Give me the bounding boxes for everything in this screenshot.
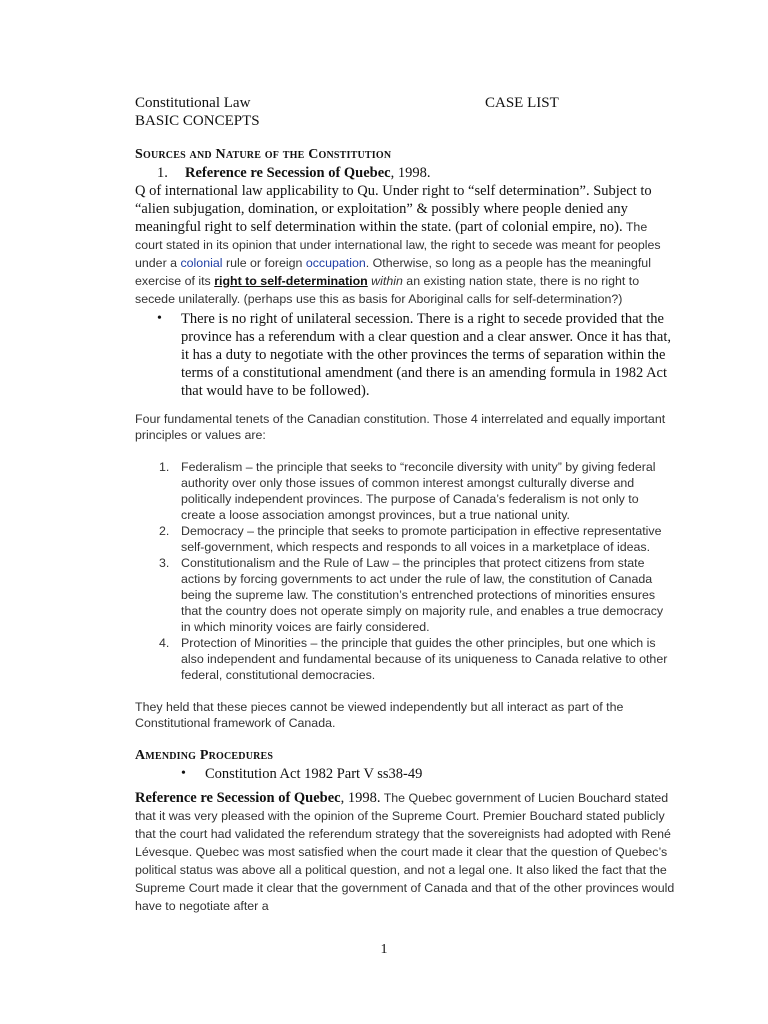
course-subtitle: BASIC CONCEPTS <box>135 113 260 129</box>
section-heading-amending: Amending Procedures <box>135 748 274 763</box>
colonial-link[interactable]: colonial <box>180 256 223 270</box>
case-name: Reference re Secession of Quebec <box>185 165 391 181</box>
case-year: , 1998. <box>340 790 381 806</box>
bullet-icon: • <box>157 311 162 326</box>
tenet-item: 4. Protection of Minorities – the principle that guides the other principles, but one which is also independent and fundamental because of its uniqueness to Canada relative to other federal, constitutional democracies. <box>159 636 668 682</box>
page-number: 1 <box>380 942 388 957</box>
summary-serif-text: Q of international law applicability to Qu. Under right to “self determination”. Subject to “alien subjugation, domination, or exploitation” & possibly where people denied any meaningful right to self determination within the state. (part of colonial empire, no). <box>135 183 652 235</box>
section-heading-sources: Sources and Nature of the Constitution <box>135 147 392 162</box>
tenet-item: 2. Democracy – the principle that seeks to promote participation in effective representative self-government, which respects and responds to all voices in a marketplace of ideas. <box>159 524 662 554</box>
summary-sans-text-3: . Otherwise, so long as a people has the meaningful exercise of its <box>135 256 651 288</box>
amending-bullet-text: Constitution Act 1982 Part V ss38-49 <box>205 766 423 782</box>
course-title: Constitutional Law <box>135 95 251 111</box>
case-summary <box>135 182 675 308</box>
tenet-item: 3. Constitutionalism and the Rule of Law – the principles that protect citizens from state actions by forcing governments to act under the rule of law, the constitution of Canada being the supreme law. The constitution’s entrenched protections of minorities ensures that the country does not operate simply on majority rule, and enables a true democracy in which minority voices are fairly considered. <box>159 556 664 634</box>
tenet-item: 1. Federalism – the principle that seeks to “reconcile diversity with unity” by giving federal authority over only those issues of common interest amongst culturally diverse and politically independent provinces. The purpose of Canada’s federalism is not only to create a loose association amongst provinces, but a true national unity. <box>159 460 656 522</box>
within-emphasis: within <box>371 274 403 288</box>
case-item <box>157 164 675 182</box>
case-name: Reference re Secession of Quebec <box>135 790 341 806</box>
case-list-label: CASE LIST <box>485 95 559 111</box>
right-self-determination: right to self-determination <box>214 274 368 288</box>
case-item-number: 1. <box>157 165 168 181</box>
bullet-text: There is no right of unilateral secession. There is a right to secede provided that the province has a referendum with a clear question and a clear answer. Once it has that, it has a duty to negotiate with the other provinces the terms of separation within the terms of a constitutional amendment (and there is an amending formula in 1982 Act that would have to be followed). <box>181 311 671 399</box>
document-header <box>135 94 675 130</box>
summary-sans-text-1: The court stated in its opinion that under international law, the right to secede was meant for peoples under a <box>135 220 661 270</box>
bullet-icon: • <box>181 766 186 781</box>
occupation-link[interactable]: occupation <box>305 256 366 270</box>
tenets-list <box>135 459 675 683</box>
amending-bullet <box>181 765 675 783</box>
summary-sans-text-2: rule or foreign <box>222 256 306 270</box>
summary-sans-text-4: an existing nation state, there is no right to secede unilaterally. (perhaps use this as basis for Aboriginal calls for self-determination?) <box>135 274 640 306</box>
tenets-conclusion: They held that these pieces cannot be viewed independently but all interact as part of the Constitutional framework of Canada. <box>135 700 624 730</box>
amending-case-paragraph <box>135 789 675 915</box>
secession-bullet <box>157 310 675 400</box>
document-page <box>135 94 675 915</box>
amending-case-text: The Quebec government of Lucien Bouchard stated that it was very pleased with the opinion of the Supreme Court. Premier Bouchard stated publicly that the court had validated the referendum strategy that the sovereignists had adopted with René Lévesque. Quebec was most satisfied when the court made it clear that the question of Quebec’s political status was above all a political question, and not a legal one. It also liked the fact that the Supreme Court made it clear that the government of Canada and that of the other provinces would have to negotiate after a <box>135 791 675 913</box>
tenets-intro: Four fundamental tenets of the Canadian constitution. Those 4 interrelated and equally important principles or values are: <box>135 412 666 442</box>
case-year: , 1998. <box>390 165 431 181</box>
